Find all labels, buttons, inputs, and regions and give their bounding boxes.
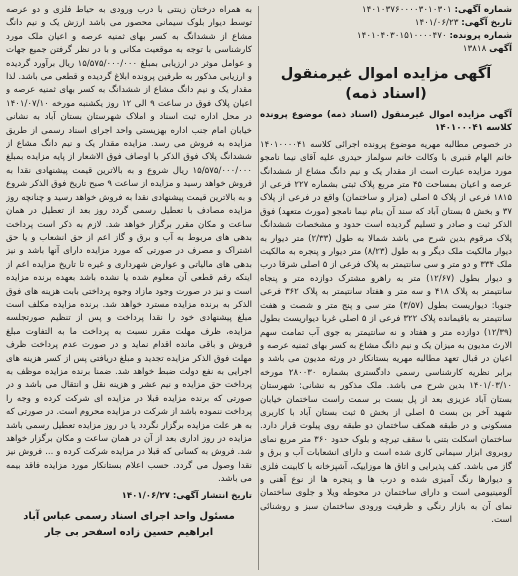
archive-label: آگهی	[489, 44, 512, 54]
notice-body-right: در خصوص مطالبه مهریه موضوع پرونده اجرائی کلاسه ۱۴۰۱۰۰۰۰۴۱ خانم الهام قنبری با وکالت خانم سولماز حیدری علیه آقای نیما نامجو مورد مزایده عبارت است از مقدار یک و نیم دانگ مشاع از ششدانگ عرصه و اعیان بمساحت ۴۵ متر مربع پلاک ثبتی بشماره ۲۲۷ فرعی از ۱۸۱۵ فرعی از پلاک ۵ اصلی (مزار و ساختمان) واقع در فرعی از پلاک ۳۷ و بخش ۵ بستان آباد که سند آن بنام نیما نامجو (مورث متعهد) فوق الذکر ثبت و صادر و تسلیم گردیده است حدود و مشخصات ششدانگ پلاک مرقوم بدین شرح می باشد شمالا به طول (۲/۳۳) متر دیوار به دیوار مالکیت ملک دیگر و به طول (۸/۲۳) متر دیوار و پنجره به مالکیت ملک ۳۳۴ و دو متر و سی سانتیمتر به پلاک فرعی از ۵ اصلی شرقا درب و دیوار بطول (۱۲/۶۷) متر به راهرو مشترک دوازده متر و پنجاه سانتیمتر به پلاک ۴۱۸ و سه متر و هفتاد سانتیمتر به پلاک ۳۶۲ فرعی جنوبا: دیواریست بطول (۳/۵۷) متر سی و پنج متر و شصت و هفت سانتیمتر به باقیمانده پلاک ۳۲۲ فرعی از ۵ اصلی غربا دیواریست بطول (۱۲/۳۹) دوازده متر و هفتاد و نه سانتیمتر به جوی آب تمامت سهم الارث مدیون به میزان یک و نیم دانگ مشاع به کسر بهای ثمنیه عرصه و اعیان در قبال تعهد مطالبه مهریه بستانکار در ورثه مدیون می باشد و برابر نظریه کارشناسی رسمی دادگستری بشماره ۲۸۰۰۳۰ مورخه ۱۴۰۱/۰۳/۱۰ بدین شرح می باشد. ملک مذکور به نشانی: شهرستان بستان آباد عزیزی بعد از پل بست بر سمت راست ساختمان خیابان شهید آخر بن بست ۵ اصلی از بخش ۵ ثبت بستان آباد با کاربری مسکونی و در طبقه همکف ساختمان دو طبقه روی پیلوت قرار دارد. ساختمان اسکلت بتنی با سقف تیرچه و بلوک حدود ۳۶۰ متر مربع نمای روبروی ابزار سیمانی کاری شده است و دارای انشعابات آب و برق و گاز می باشد. کف پذیرایی و اتاق ها موزاییک، آشپزخانه با کابینت فلزی و دیوارها رنگ آمیزی شده و درب ها و پنجره ها از نوع آهنی و آلومینیومی است و دارای ساختمان در محوطه ویلا و جلوی ساختمان نمای آن به بازار رنگی و ظرفیت ورودی ساختمان سبز و روشنائی است.	[260, 139, 512, 526]
column-divider	[258, 6, 259, 570]
file-number-line	[260, 30, 512, 43]
publish-date-line	[6, 490, 252, 503]
signature-block	[6, 509, 252, 541]
publish-date-label: تاریخ انتشار آگهی:	[172, 490, 252, 501]
notice-date: ۱۴۰۱/۰۶/۲۳	[414, 18, 459, 28]
signature-name: ابراهیم حسین زاده اسفحر بی جار	[44, 527, 214, 539]
notice-right-column	[260, 4, 512, 574]
file-number: ۱۴۰۱۰۴۰۳۰۱۵۱۰۰۰۰۴۷۰	[356, 31, 447, 41]
notice-number-label: شماره آگهی:	[454, 5, 512, 15]
notice-number: ۱۴۰۱۰۳۷۶۰۰۰۰۳۰۱۰۳۰۱	[361, 5, 452, 15]
publish-date: ۱۴۰۱/۰۶/۲۷	[121, 490, 170, 501]
notice-intro: آگهی مزایده اموال غیرمنقول (اسناد ذمه) موضوع پرونده کلاسه ۱۴۰۱۰۰۰۴۱	[260, 110, 512, 134]
file-number-label: شماره پرونده:	[449, 31, 512, 41]
notice-date-line	[260, 17, 512, 30]
notice-left-column	[6, 4, 252, 574]
notice-number-line	[260, 4, 512, 17]
notice-body-left: به همراه درختان زینتی با درب ورودی به حیاط فلزی و دو عرصه توسط دیوار بلوک سیمانی محصور می باشد ارزش یک و نیم دانگ مشاع از ششدانگ به کسر بهای ثمنیه عرصه و اعیان ملک مورد کارشناسی با توجه به موقعیت مکانی و با در نظر گرفتن جمیع جهات و عوامل موثر در ارزیابی بمبلغ ۱۵/۵۷۵/۰۰۰/۰۰۰ ریال برآورد گردیده و ارزیابی مذکور به طرفین پرونده ابلاغ گردیده و قطعی می باشد. لذا مقدار یک و نیم دانگ مشاع از ششدانگ به کسر بهای ثمنیه عرصه و اعیان پلاک فوق در ساعت ۹ الی ۱۲ روز یکشنبه مورخه ۱۴۰۱/۰۷/۱۰ در محل اداره ثبت اسناد و املاک شهرستان بستان آباد به نشانی خیابان امام جنب اداره بهزیستی واحد اجرای اسناد رسمی از طریق مزایده به فروش می رسد. مزایده مقدار یک و نیم دانگ مشاع از ششدانگ پلاک فوق الذکر با اوصاف فوق الاشعار از پایه مزایده بمبلغ ۱۵/۵۷۵/۰۰۰/۰۰۰ ریال شروع و به بالاترین قیمت پیشنهادی نقدا به فروش خواهد رسید و مزایده از ساعت ۹ صبح تاریخ فوق الذکر شروع و به بالاترین قیمت پیشنهادی نقدا به فروش خواهد رسید و چنانچه روز مزایده مصادف با تعطیل رسمی گردد روز بعد از تعطیل در همان ساعت و مکان مقرر برگزار خواهد شد. لازم به ذکر است پرداخت بدهی های مربوط به آب و برق و گاز اعم از حق انشعاب و یا حق اشتراک و مصرف در صورتی که مورد مزایده دارای آنها باشد و نیز بدهی های مالیاتی و عوارض شهرداری و غیره تا تاریخ مزایده اعم از اینکه رقم قطعی آن معلوم شده یا نشده باشد بعهده برنده مزایده است و نیز در صورت وجود مازاد وجوه پرداختی بابت هزینه های فوق الذکر به برنده مزایده مسترد خواهد شد. برنده مزایده مکلف است مبلغ پیشنهادی خود را نقدا پرداخت و پس از تنظیم صورتجلسه مزایده، ظرف مهلت مقرر نسبت به پرداخت ما به التفاوت مبلغ فروش و باقی مانده اقدام نماید و در صورت عدم پرداخت ظرف مهلت فوق الذکر مزایده تجدید و مبلغ دریافتی پس از کسر هزینه های اجرایی به نفع دولت ضبط خواهد شد. ضمنا برنده مزایده موظف به پرداخت حق مزایده و نیم عشر و هزینه نقل و انتقال می باشد و در صورتی که برنده مزایده قبلا در مزایده ای شرکت کرده و وجه را پرداخت ننموده باشد از شرکت در مزایده محروم است. در صورتی که به هر علت مزایده برگزار نگردد یا در روز مزایده تعطیل رسمی باشد مزایده در روز اداری بعد از آن در همان ساعت و مکان برگزار خواهد شد. فروش به کسانی که قبلا در مزایده شرکت کرده و ... فروش نیز نقدا وصول می گردد. حسب اعلام بستانکار مورد مزایده فاقد بیمه می باشد.	[6, 5, 252, 485]
notice-date-label: تاریخ آگهی:	[461, 18, 512, 28]
notice-title: آگهی مزایده اموال غیرمنقول (اسناد ذمه)	[280, 66, 492, 102]
archive-number: ۱۳۸۱۸	[462, 44, 487, 54]
signature-title: مسئول واحد اجرای اسناد رسمی عباس آباد	[23, 511, 235, 523]
archive-line	[260, 43, 512, 56]
